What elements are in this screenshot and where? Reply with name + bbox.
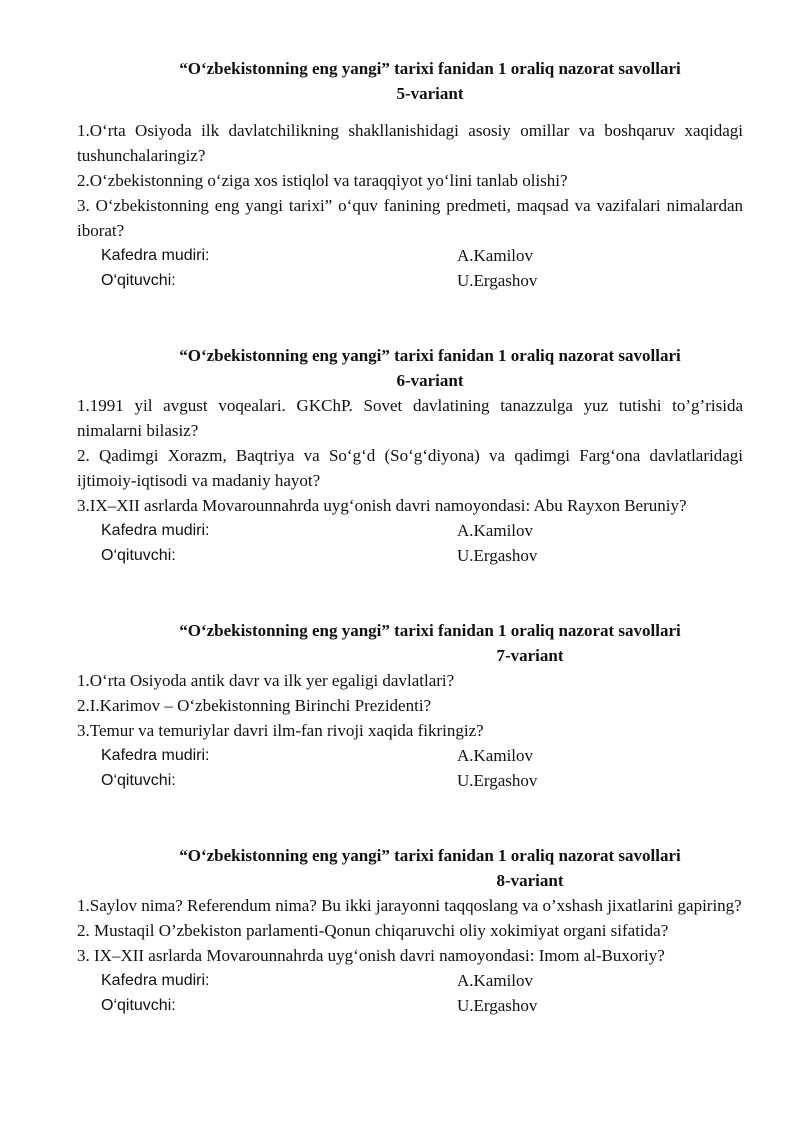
- signature-role: O‘qituvchi:: [101, 272, 176, 289]
- signature-row: [77, 243, 743, 268]
- block-title: “O‘zbekistonning eng yangi” tarixi fanidan 1 oraliq nazorat savollari: [179, 346, 681, 365]
- signature-name: U.Ergashov: [457, 996, 538, 1015]
- signature-row: [77, 968, 743, 993]
- signature-row: [77, 768, 743, 793]
- question-item: 2. Mustaqil O’zbekiston parlamenti-Qonun chiqaruvchi oliy xokimiyat organi sifatida?: [77, 921, 669, 940]
- document-page: [77, 56, 743, 1018]
- question-item: 1.O‘rta Osiyoda antik davr va ilk yer egaligi davlatlari?: [77, 671, 455, 690]
- block-title: “O‘zbekistonning eng yangi” tarixi fanidan 1 oraliq nazorat savollari: [179, 846, 681, 865]
- question-item: 2. Qadimgi Xorazm, Baqtriya va So‘g‘d (So‘g‘diyona) va qadimgi Farg‘ona davlatlaridagi ijtimoiy-iqtisodi va madaniy hayot?: [77, 446, 743, 490]
- signature-row: [77, 543, 743, 568]
- signature-name: A.Kamilov: [457, 746, 534, 765]
- question-item: 1.O‘rta Osiyoda ilk davlatchilikning shakllanishidagi asosiy omillar va boshqaruv xaqidagi tushunchalaringiz?: [77, 121, 743, 165]
- signature-name: U.Ergashov: [457, 771, 538, 790]
- signature-role: Kafedra mudiri:: [101, 522, 210, 539]
- variant-label: 5-variant: [396, 84, 464, 103]
- question-item: 3.Temur va temuriylar davri ilm-fan rivoji xaqida fikringiz?: [77, 721, 484, 740]
- question-item: 1.1991 yil avgust voqealari. GKChP. Sovet davlatining tanazzulga yuz tutishi to’g’risida nimalarni bilasiz?: [77, 396, 743, 440]
- signature-name: A.Kamilov: [457, 246, 534, 265]
- signature-row: [77, 993, 743, 1018]
- signature-name: A.Kamilov: [457, 521, 534, 540]
- signature-role: Kafedra mudiri:: [101, 972, 210, 989]
- variant-label: 7-variant: [496, 646, 564, 665]
- block-title: “O‘zbekistonning eng yangi” tarixi fanidan 1 oraliq nazorat savollari: [179, 59, 681, 78]
- variant-label: 8-variant: [496, 871, 564, 890]
- variant-block: [77, 618, 743, 793]
- variant-block: [77, 843, 743, 1018]
- block-title: “O‘zbekistonning eng yangi” tarixi fanidan 1 oraliq nazorat savollari: [179, 621, 681, 640]
- signature-name: U.Ergashov: [457, 271, 538, 290]
- signature-row: [77, 268, 743, 293]
- signature-role: Kafedra mudiri:: [101, 747, 210, 764]
- question-item: 2.I.Karimov – O‘zbekistonning Birinchi Prezidenti?: [77, 696, 432, 715]
- variant-label: 6-variant: [396, 371, 464, 390]
- signature-name: A.Kamilov: [457, 971, 534, 990]
- signature-role: O‘qituvchi:: [101, 772, 176, 789]
- variant-block: [77, 56, 743, 293]
- signature-name: U.Ergashov: [457, 546, 538, 565]
- question-item: 3. IX–XII asrlarda Movarounnahrda uyg‘onish davri namoyondasi: Imom al-Buxoriy?: [77, 946, 665, 965]
- signature-row: [77, 743, 743, 768]
- signature-role: O‘qituvchi:: [101, 997, 176, 1014]
- question-item: 2.O‘zbekistonning o‘ziga xos istiqlol va taraqqiyot yo‘lini tanlab olishi?: [77, 171, 568, 190]
- variant-block: [77, 343, 743, 568]
- question-item: 3.IX–XII asrlarda Movarounnahrda uyg‘onish davri namoyondasi: Abu Rayxon Beruniy?: [77, 496, 687, 515]
- question-item: 1.Saylov nima? Referendum nima? Bu ikki jarayonni taqqoslang va o’xshash jixatlarini gapiring?: [77, 896, 742, 915]
- signature-row: [77, 518, 743, 543]
- signature-role: O‘qituvchi:: [101, 547, 176, 564]
- signature-role: Kafedra mudiri:: [101, 247, 210, 264]
- question-item: 3. O‘zbekistonning eng yangi tarixi” o‘quv fanining predmeti, maqsad va vazifalari nimalardan iborat?: [77, 196, 743, 240]
